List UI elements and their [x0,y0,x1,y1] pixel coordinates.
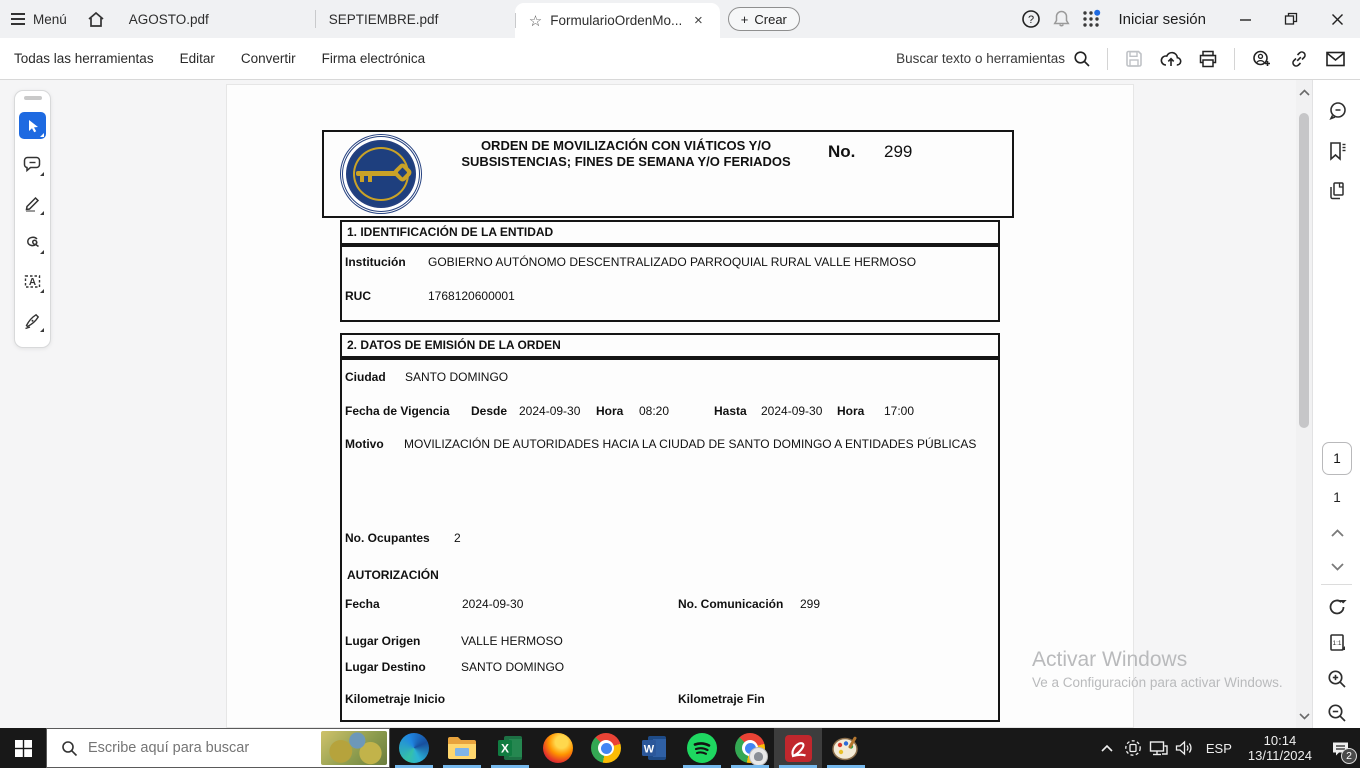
ruc-value: 1768120600001 [428,289,515,303]
watermark-line1: Activar Windows [1032,648,1188,671]
section2-header: 2. DATOS DE EMISIÓN DE LA ORDEN [347,338,561,352]
cursor-icon [25,118,41,134]
destino-label: Lugar Destino [345,660,426,674]
divider [1234,48,1235,70]
svg-text:X: X [500,741,510,756]
ocupantes-label: No. Ocupantes [345,531,430,545]
km-fin-label: Kilometraje Fin [678,692,765,706]
zoom-in-button[interactable] [1313,664,1360,694]
sign-in-button[interactable]: Iniciar sesión [1118,10,1206,28]
minimize-button[interactable] [1222,0,1268,38]
start-button[interactable] [0,728,46,768]
zoom-out-icon [1326,702,1348,724]
hamburger-icon [10,12,26,26]
menu-button[interactable] [0,0,77,38]
esign-button[interactable]: Firma electrónica [321,51,426,66]
convert-button[interactable]: Convertir [240,51,296,66]
taskbar-explorer-button[interactable] [438,728,486,768]
tray-time: 10:14 [1263,733,1297,748]
tray-clock-button[interactable] [1240,733,1320,763]
page-total-label: 1 [1333,489,1341,505]
taskbar-firefox-button[interactable] [534,728,582,768]
search-highlight-image[interactable] [321,731,387,765]
quick-tools-palette [14,90,51,348]
link-button[interactable] [1289,49,1309,69]
select-tool-button[interactable] [19,112,46,139]
tab-agosto[interactable] [115,0,315,38]
form-no-value: 299 [884,142,913,161]
share-upload-button[interactable] [1160,49,1182,69]
rotate-page-button[interactable] [1313,592,1360,622]
close-window-button[interactable] [1314,0,1360,38]
bookmarks-panel-button[interactable] [1313,136,1360,166]
print-button[interactable] [1198,49,1218,69]
document-viewport [0,80,1360,728]
origen-value: VALLE HERMOSO [461,634,563,648]
notifications-button[interactable] [1046,0,1076,38]
ai-assistant-icon [1251,49,1273,69]
institucion-label: Institución [345,255,406,269]
ciudad-value: SANTO DOMINGO [405,370,509,384]
printer-icon [1198,49,1218,69]
restore-button[interactable] [1268,0,1314,38]
signature-pen-icon [23,311,42,330]
taskbar-search-input[interactable] [88,740,298,756]
motivo-value: MOVILIZACIÓN DE AUTORIDADES HACIA LA CIUDAD DE SANTO DOMINGO A ENTIDADES PÚBLICAS [404,437,977,451]
draw-squiggle-icon [23,233,42,252]
comments-panel-icon [1326,100,1348,122]
right-tools-rail [1312,80,1360,728]
highlighter-icon [23,194,42,213]
tray-date: 13/11/2024 [1247,748,1312,763]
page-thumbnails-icon [1326,180,1348,202]
taskbar-paint-button[interactable] [822,728,870,768]
save-button[interactable] [1124,49,1144,69]
comment-tool-button[interactable] [19,151,46,178]
tab-label: SEPTIEMBRE.pdf [328,11,439,27]
tab-septiembre[interactable] [315,0,515,38]
taskbar-edge-button[interactable] [390,728,438,768]
ai-assistant-button[interactable] [1251,49,1273,69]
ruc-label: RUC [345,289,371,303]
autorizacion-label: AUTORIZACIÓN [347,568,439,582]
comment-icon [23,155,42,174]
apps-grid-icon [1080,8,1102,30]
chevron-up-icon [1331,529,1344,537]
institucion-value: GOBIERNO AUTÓNOMO DESCENTRALIZADO PARROQUIAL RURAL VALLE HERMOSO [428,255,917,269]
all-tools-button[interactable]: Todas las herramientas [14,51,154,66]
tab-formulario-active[interactable] [515,3,720,38]
tray-language-button[interactable]: ESP [1205,740,1232,756]
scroll-down-icon[interactable] [1296,708,1312,724]
notification-badge: 2 [1341,748,1357,764]
email-button[interactable] [1325,50,1346,68]
create-button[interactable] [728,7,800,31]
close-tab-icon[interactable]: × [694,12,703,29]
search-tools-button[interactable] [896,50,1091,68]
search-icon [61,740,78,757]
page-number-input[interactable] [1322,442,1352,475]
fit-one-to-one-icon [1326,632,1348,654]
edge-icon [399,733,429,763]
divider [1107,48,1108,70]
motivo-label: Motivo [345,437,384,451]
envelope-icon [1325,50,1346,68]
word-icon [640,734,668,762]
institution-seal-logo [340,134,422,214]
tray-tablet-mode-icon[interactable] [1120,728,1146,768]
excel-icon [496,734,524,762]
fecha-value: 2024-09-30 [462,597,524,611]
save-icon [1124,49,1144,69]
windows-logo-icon [15,740,32,757]
home-icon [87,11,105,28]
taskbar-acrobat-button[interactable] [774,728,822,768]
bookmarks-icon [1326,140,1348,162]
destino-value: SANTO DOMINGO [461,660,565,674]
zoom-in-icon [1326,668,1348,690]
vigencia-label: Fecha de Vigencia [345,404,450,418]
comunicacion-value: 299 [800,597,821,611]
taskbar-excel-button[interactable] [486,728,534,768]
bell-icon [1052,9,1071,29]
title-bar [0,0,1360,38]
origen-label: Lugar Origen [345,634,421,648]
ocupantes-value: 2 [454,531,461,545]
desde-label: Desde [471,404,508,418]
rotate-icon [1326,596,1348,618]
hora-inicio-value: 08:20 [639,404,670,418]
taskbar-spotify-button[interactable] [678,728,726,768]
spotify-icon [687,733,717,763]
search-icon [1073,50,1091,68]
chevron-down-icon [1331,563,1344,571]
chrome-profile-icon [735,733,765,763]
svg-text:A: A [28,277,37,288]
system-tray [1094,728,1360,768]
comunicacion-label: No. Comunicación [678,597,784,611]
create-label: Crear [754,11,787,27]
previous-page-button[interactable] [1313,518,1360,548]
tray-volume-icon[interactable] [1172,728,1198,768]
notification-center-button[interactable] [1320,728,1360,768]
comments-panel-button[interactable] [1313,96,1360,126]
tray-chevron-up-button[interactable] [1094,728,1120,768]
hora-fin-value: 17:00 [884,404,915,418]
tray-network-icon[interactable] [1146,728,1172,768]
tab-label: AGOSTO.pdf [128,11,209,27]
text-box-icon [23,272,42,291]
desde-value: 2024-09-30 [519,404,581,418]
hora-fin-label: Hora [837,404,865,418]
firefox-icon [543,733,573,763]
paint-palette-icon [831,734,861,762]
watermark-line2: Ve a Configuración para activar Windows. [1032,675,1283,690]
taskbar-search-box[interactable] [46,728,390,768]
plus-icon: + [740,11,749,27]
tab-label: FormularioOrdenMo... [550,13,683,28]
vertical-scrollbar[interactable] [1296,80,1312,728]
next-page-button[interactable] [1313,552,1360,582]
windows-taskbar [0,728,1360,768]
km-inicio-label: Kilometraje Inicio [345,692,446,706]
scroll-up-icon[interactable] [1296,84,1312,100]
home-button[interactable] [77,0,115,38]
hora-inicio-label: Hora [596,404,624,418]
fit-page-button[interactable] [1313,628,1360,658]
palette-drag-handle[interactable] [24,96,42,100]
chrome-icon [591,733,621,763]
draw-tool-button[interactable] [19,229,46,256]
taskbar-word-button[interactable] [630,728,678,768]
taskbar-chrome-profile-button[interactable] [726,728,774,768]
highlight-tool-button[interactable] [19,190,46,217]
help-button[interactable] [1016,0,1046,38]
toolbar [0,38,1360,80]
cloud-upload-icon [1160,49,1182,69]
star-icon[interactable]: ☆ [528,12,543,30]
hasta-label: Hasta [714,404,747,418]
file-explorer-icon [447,735,477,761]
search-label: Buscar texto o herramientas [896,51,1065,66]
menu-label: Menú [33,11,67,27]
pages-panel-button[interactable] [1313,176,1360,206]
help-icon [1021,9,1041,29]
link-icon [1289,49,1309,69]
divider [1321,584,1352,585]
signature-tool-button[interactable] [19,307,46,334]
section1-header: 1. IDENTIFICACIÓN DE LA ENTIDAD [347,225,554,239]
form-no-label: No. [828,142,856,161]
svg-text:?: ? [1028,14,1035,26]
form-title: ORDEN DE MOVILIZACIÓN CON VIÁTICOS Y/O SUBSISTENCIAS; FINES DE SEMANA Y/O FERIADOS [461,138,791,169]
ciudad-label: Ciudad [345,370,386,384]
svg-text:W: W [643,743,655,756]
add-text-tool-button[interactable] [19,268,46,295]
zoom-out-button[interactable] [1313,698,1360,728]
apps-grid-button[interactable] [1076,0,1106,38]
taskbar-chrome-button[interactable] [582,728,630,768]
acrobat-icon [784,734,813,763]
svg-text:1:1: 1:1 [1332,640,1342,647]
titlebar-right [1016,0,1360,38]
edit-button[interactable]: Editar [179,51,215,66]
fecha-label: Fecha [345,597,380,611]
hasta-value: 2024-09-30 [761,404,823,418]
scrollbar-thumb[interactable] [1299,113,1309,428]
